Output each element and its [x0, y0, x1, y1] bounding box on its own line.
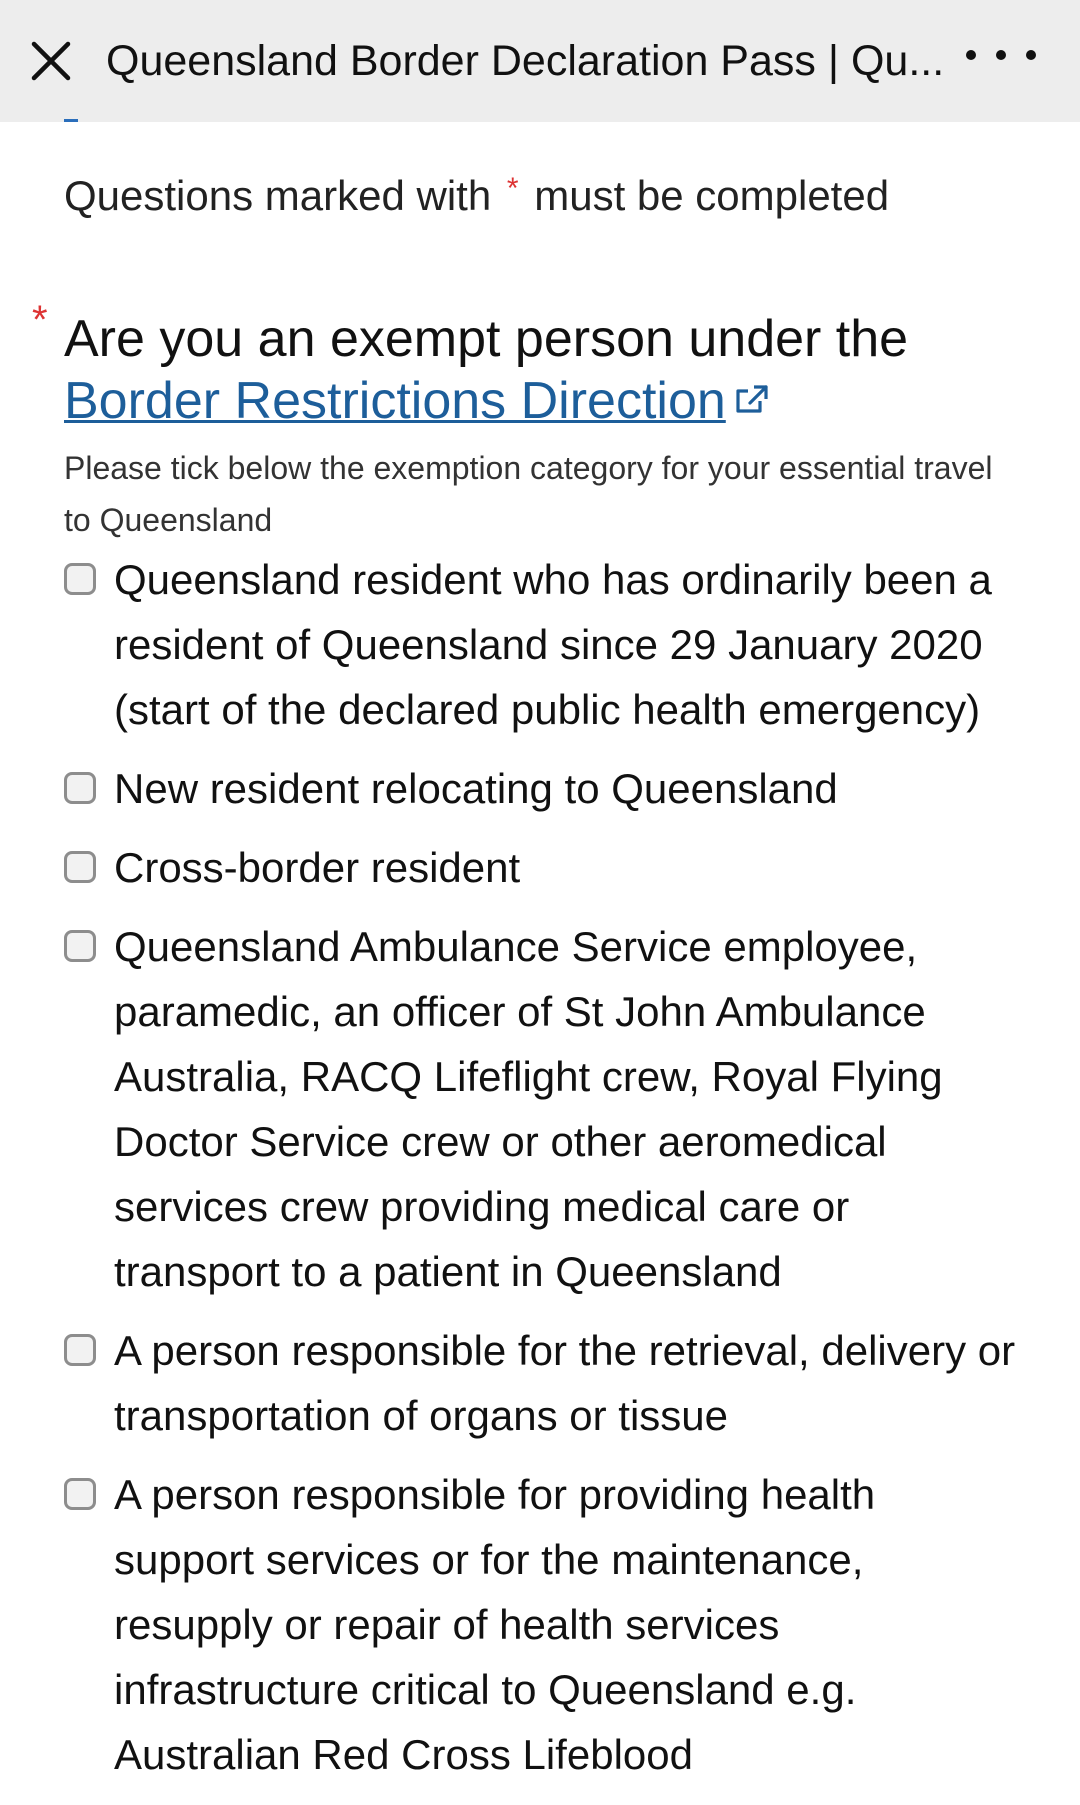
required-note-suffix: must be completed — [534, 172, 890, 219]
question-text: Are you an exempt person under the — [64, 310, 909, 368]
exemption-options-list — [64, 547, 1024, 1801]
exemption-checkbox[interactable] — [64, 1478, 96, 1510]
question-heading — [64, 308, 1024, 432]
exemption-option[interactable] — [64, 1462, 1024, 1787]
exemption-checkbox[interactable] — [64, 1334, 96, 1366]
exemption-checkbox[interactable] — [64, 851, 96, 883]
exemption-option-label[interactable]: Cross-border resident — [114, 844, 521, 891]
exemption-option-label[interactable]: A person responsible for providing health support services or for the maintenance, resupply or repair of health services infrastructure critical to Queensland e.g. Australian Red Cross Lifeblood — [114, 1471, 876, 1778]
exemption-option[interactable] — [64, 547, 1024, 742]
exemption-checkbox[interactable] — [64, 563, 96, 595]
external-link-icon — [734, 383, 770, 415]
exemption-option-label[interactable]: A person responsible for the retrieval, delivery or transportation of organs or tissue — [114, 1327, 1016, 1439]
exemption-checkbox[interactable] — [64, 772, 96, 804]
border-restrictions-link[interactable]: Border Restrictions Direction — [64, 372, 726, 430]
close-icon — [29, 39, 73, 83]
more-options-icon-dot — [1026, 50, 1036, 60]
more-options-icon-dot — [966, 50, 976, 60]
exemption-option-label[interactable]: Queensland Ambulance Service employee, paramedic, an officer of St John Ambulance Australia, RACQ Lifeflight crew, Royal Flying Doctor Service crew or other aeromedical services crew providing medical care or transport to a patient in Queensland — [114, 923, 943, 1295]
exemption-option[interactable] — [64, 835, 1024, 900]
required-star: * — [506, 172, 519, 205]
browser-top-bar — [0, 0, 1080, 122]
more-options-icon-dot — [996, 50, 1006, 60]
exemption-option-label[interactable]: New resident relocating to Queensland — [114, 765, 838, 812]
exemption-option-label[interactable]: Queensland resident who has ordinarily been a resident of Queensland since 29 January 2020 (start of the declared public health emergency) — [114, 556, 992, 733]
required-note-prefix: Questions marked with — [64, 172, 492, 219]
more-options-button[interactable] — [966, 40, 1036, 70]
form-content — [0, 122, 1080, 1805]
question-required-star: * — [32, 298, 48, 342]
required-note — [64, 172, 889, 220]
close-button[interactable] — [16, 26, 86, 96]
exemption-checkbox[interactable] — [64, 930, 96, 962]
exemption-option[interactable] — [64, 756, 1024, 821]
question-hint: Please tick below the exemption category for your essential travel to Queensland — [64, 450, 993, 538]
exemption-option[interactable] — [64, 914, 1024, 1304]
page-title: Queensland Border Declaration Pass | Qu... — [106, 36, 945, 85]
exemption-option[interactable] — [64, 1318, 1024, 1448]
